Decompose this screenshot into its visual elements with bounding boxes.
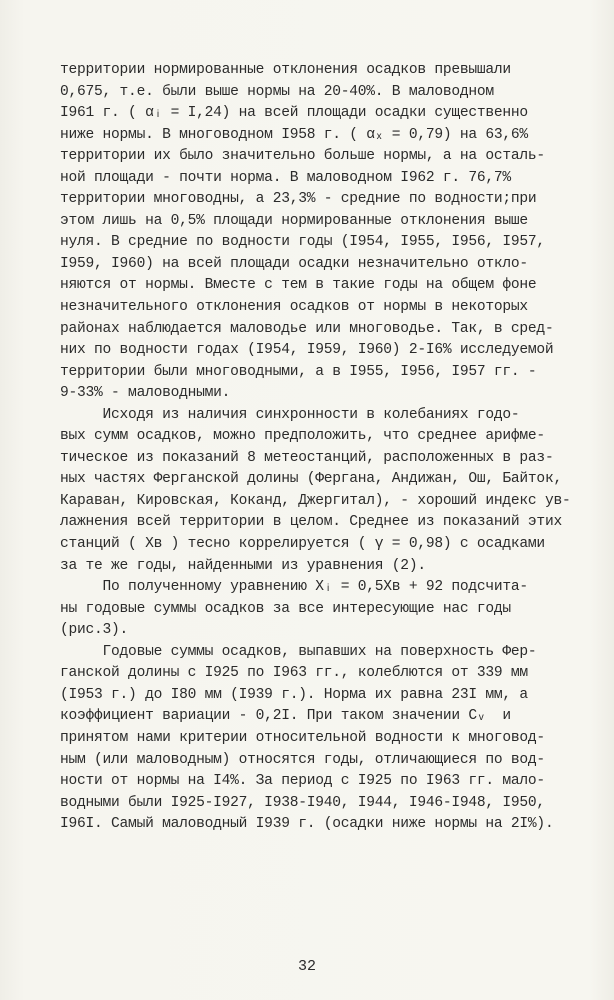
text-line: водными были I925-I927, I938-I940, I944, I946-I948, I950, — [60, 794, 545, 811]
text-line: I96I. Самый маловодный I939 г. (осадки ниже нормы на 2I%). — [60, 816, 554, 833]
text-line: этом лишь на 0,5% площади нормированные отклонения выше — [60, 212, 528, 229]
text-line: них по водности годах (I954, I959, I960) 2-I6% исследуемой — [60, 342, 554, 359]
text-line: ганской долины с I925 по I963 гг., колеблются от 339 мм — [60, 665, 528, 682]
text-line: По полученному уравнению Xᵢ = 0,5Xв + 92 подсчита- — [60, 579, 528, 596]
text-line: незначительного отклонения осадков от нормы в некоторых — [60, 299, 528, 316]
text-line: территории многоводны, а 23,3% - средние по водности;при — [60, 191, 537, 208]
text-line: нуля. В средние по водности годы (I954, I955, I956, I957, — [60, 234, 545, 251]
text-line: (I953 г.) до I80 мм (I939 г.). Норма их равна 23I мм, а — [60, 686, 528, 703]
text-line: тическое из показаний 8 метеостанций, расположенных в раз- — [60, 449, 554, 466]
text-line: ниже нормы. В многоводном I958 г. ( αₓ = 0,79) на 63,6% — [60, 126, 528, 143]
text-line: принятом нами критерии относительной водности к многовод- — [60, 729, 545, 746]
text-line: I959, I960) на всей площади осадки незначительно откло- — [60, 255, 528, 272]
body-text — [60, 60, 600, 836]
text-line: ной площади - почти норма. В маловодном I962 г. 76,7% — [60, 169, 511, 186]
text-line: Исходя из наличия синхронности в колебаниях годо- — [60, 406, 520, 423]
text-line: коэффициент вариации - 0,2I. При таком значении Cᵥ и — [60, 708, 511, 725]
text-line: ным (или маловодным) относятся годы, отличающиеся по вод- — [60, 751, 545, 768]
text-line: ны годовые суммы осадков за все интересующие нас годы — [60, 600, 511, 617]
text-line: Годовые суммы осадков, выпавших на поверхность Фер- — [60, 643, 537, 660]
text-line: станций ( Xв ) тесно коррелируется ( γ = 0,98) с осадками — [60, 536, 545, 553]
text-line: лажнения всей территории в целом. Среднее из показаний этих — [60, 514, 562, 531]
text-line: районах наблюдается маловодье или многоводье. Так, в сред- — [60, 320, 554, 337]
text-line: территории нормированные отклонения осадков превышали — [60, 62, 511, 78]
text-line: территории их было значительно больше нормы, а на осталь- — [60, 148, 545, 165]
text-line: (рис.3). — [60, 622, 129, 639]
text-line: Караван, Кировская, Коканд, Джергитал), - хороший индекс ув- — [60, 492, 571, 509]
text-line: I961 г. ( αᵢ = I,24) на всей площади осадки существенно — [60, 105, 528, 122]
text-line: территории были многоводными, а в I955, I956, I957 гг. - — [60, 363, 537, 380]
text-line: 0,675, т.е. были выше нормы на 20-40%. В маловодном — [60, 83, 494, 100]
text-line: ности от нормы на I4%. За период с I925 по I963 гг. мало- — [60, 773, 545, 790]
text-line: 9-33% - маловодными. — [60, 385, 231, 402]
text-line: за те же годы, найденными из уравнения (2). — [60, 557, 426, 574]
text-line: ных частях Ферганской долины (Фергана, Андижан, Ош, Байток, — [60, 471, 562, 488]
page-number: 32 — [297, 958, 316, 975]
text-line: няются от нормы. Вместе с тем в такие годы на общем фоне — [60, 277, 537, 294]
text-line: вых сумм осадков, можно предположить, что среднее арифме- — [60, 428, 545, 445]
